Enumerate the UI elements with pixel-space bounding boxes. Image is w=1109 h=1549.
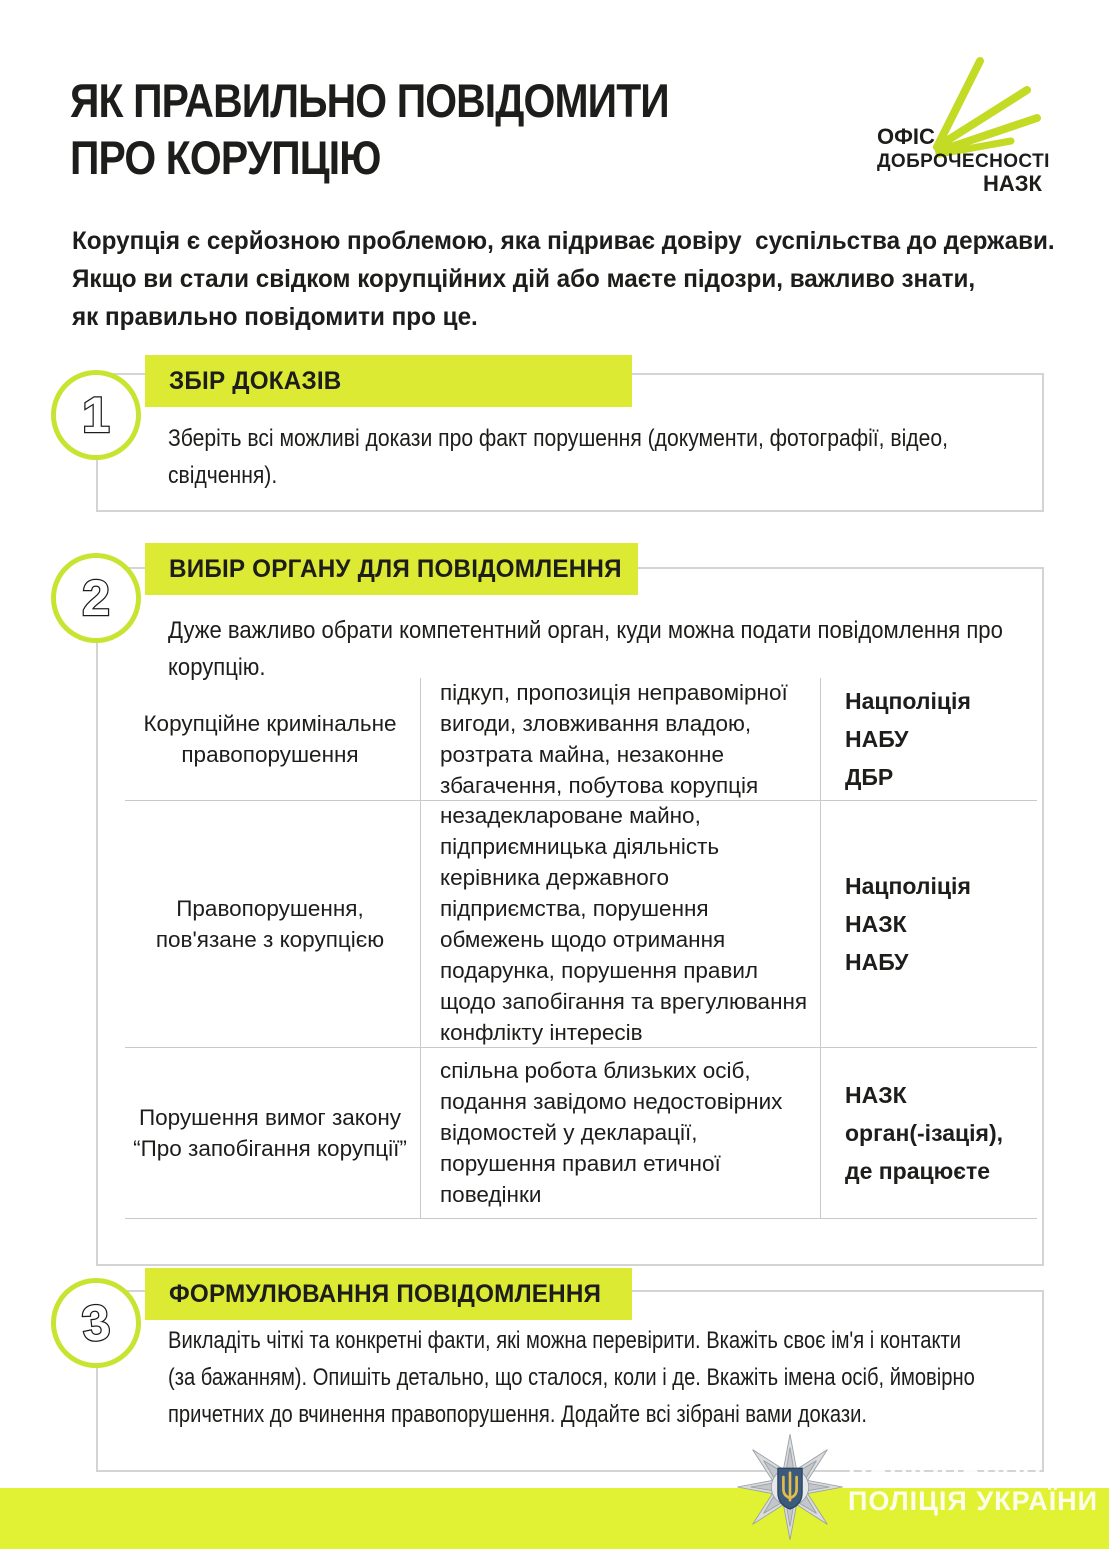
section3-body-line: (за бажанням). Опишіть детально, що сталося, коли і де. Вкажіть імена осіб, ймовірно [168, 1364, 975, 1391]
table-row-category: Корупційне кримінальне правопорушення [143, 711, 397, 767]
table-row-authorities: НАЗК орган(-ізація), де працюєте [845, 1081, 1003, 1184]
intro-line: Якщо ви стали свідком корупційних дій або маєте підозри, важливо знати, [72, 265, 976, 293]
table-column-divider [420, 678, 421, 1218]
logo-office-label: ОФІС [877, 124, 935, 149]
table-row-category: Порушення вимог закону “Про запобігання корупції” [133, 1104, 407, 1161]
table-row-divider [125, 1218, 1037, 1219]
page-title-line2: ПРО КОРУПЦІЮ [70, 131, 381, 184]
section3-header-bar [145, 1268, 632, 1320]
table-row-examples: спільна робота близьких осіб, подання завідомо недостовірних відомостей у декларації, порушення правил етичної поведінки [440, 1058, 783, 1207]
table-column-divider [820, 678, 821, 1218]
section2-heading: ВИБІР ОРГАНУ ДЛЯ ПОВІДОМЛЕННЯ [169, 554, 622, 583]
police-name [848, 1452, 1098, 1518]
section1-number-badge [51, 370, 141, 460]
logo-integrity-label: ДОБРОЧЕСНОСТІ [877, 151, 1050, 172]
section3-number-badge [51, 1278, 141, 1368]
section1-body-line: Зберіть всі можливі докази про факт порушення (документи, фотографії, відео, [168, 425, 948, 452]
intro-line: як правильно повідомити про це. [72, 303, 478, 331]
section2-number-badge [51, 553, 141, 643]
section1-body-line: свідчення). [168, 462, 278, 489]
intro-line: Корупція є серйозною проблемою, яка підриває довіру суспільства до держави. [72, 227, 1055, 255]
section3-body [168, 1322, 975, 1433]
page-title [70, 72, 669, 186]
section3-heading: ФОРМУЛЮВАННЯ ПОВІДОМЛЕННЯ [169, 1279, 602, 1308]
logo-nazk-label: НАЗК [983, 171, 1042, 196]
section3-number: 3 [79, 1293, 113, 1353]
intro-paragraph [72, 222, 1055, 336]
table-row-authorities: Нацполіція НАБУ ДБР [845, 688, 971, 790]
police-badge-icon [735, 1432, 845, 1542]
police-name-line2: ПОЛІЦІЯ УКРАЇНИ [848, 1486, 1099, 1516]
table-row-examples: незадеклароване майно, підприємницька діяльність керівника державного підприємства, порушення обмежень щодо отримання подарунка, порушення правил щодо запобігання та врегулювання конфлікту інтересів [440, 802, 808, 1045]
section2-intro [168, 612, 1003, 686]
police-name-line1: НАЦІОНАЛЬНА [848, 1453, 1063, 1483]
section1-header-bar [145, 355, 632, 407]
section2-intro-line: Дуже важливо обрати компетентний орган, куди можна подати повідомлення про [168, 617, 1003, 644]
section2-intro-line: корупцію. [168, 654, 266, 681]
section2-number: 2 [82, 570, 110, 626]
section3-body-line: причетних до вчинення правопорушення. Додайте всі зібрані вами докази. [168, 1401, 868, 1428]
table-row-category: Правопорушення, пов'язане з корупцією [155, 895, 385, 952]
section1-heading: ЗБІР ДОКАЗІВ [169, 366, 342, 395]
section2-header-bar [145, 543, 638, 595]
section1-number: 1 [82, 387, 110, 443]
table-row-examples: підкуп, пропозиція неправомірної вигоди, зловживання владою, розтрата майна, незаконне збагачення, побутова корупція [440, 680, 788, 798]
table-row-authorities: Нацполіція НАЗК НАБУ [845, 872, 971, 975]
section3-body-line: Викладіть чіткі та конкретні факти, які можна перевірити. Вкажіть своє ім'я і контакти [168, 1327, 962, 1354]
section1-body [168, 420, 948, 494]
page-title-line1: ЯК ПРАВИЛЬНО ПОВІДОМИТИ [70, 74, 669, 127]
